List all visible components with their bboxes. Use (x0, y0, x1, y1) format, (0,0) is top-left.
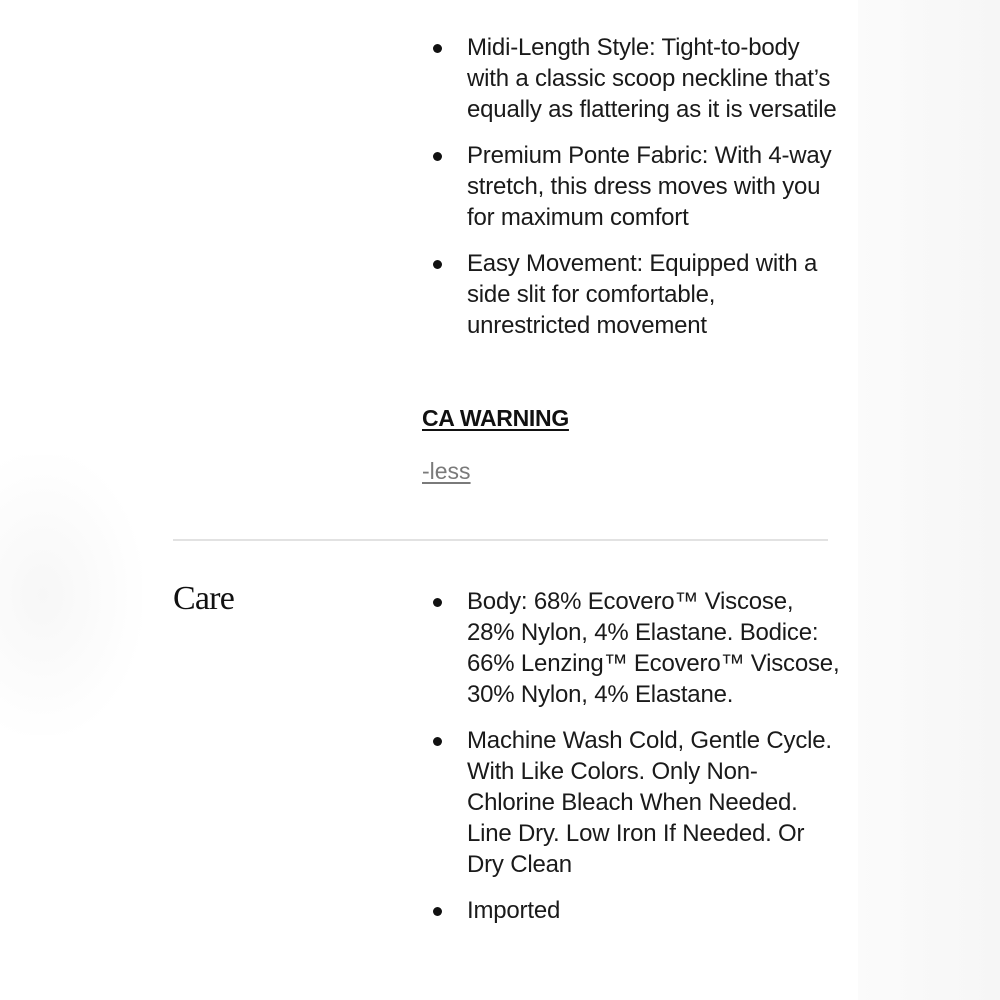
ca-warning-link[interactable]: CA WARNING (422, 405, 569, 431)
list-item (422, 32, 842, 125)
care-section-title: Care (173, 580, 234, 617)
list-item (422, 725, 842, 880)
care-text: Imported (467, 897, 561, 924)
feature-text: Premium Ponte Fabric: With 4-way stretch, this dress moves with you for maximum comfort (467, 142, 832, 231)
bullet-icon (433, 737, 442, 746)
bullet-icon (433, 44, 442, 53)
feature-text: Easy Movement: Equipped with a side slit for comfortable, unrestricted movement (467, 250, 818, 339)
care-text: Machine Wash Cold, Gentle Cycle. With Like Colors. Only Non-Chlorine Bleach When Needed. Line Dry. Low Iron If Needed. Or Dry Clean (467, 727, 832, 878)
section-divider (173, 539, 828, 541)
bullet-icon (433, 152, 442, 161)
feature-text: Midi-Length Style: Tight-to-body with a classic scoop neckline that’s equally as flattering as it is versatile (467, 34, 837, 123)
list-item (422, 895, 842, 926)
list-item (422, 140, 842, 233)
features-list (422, 32, 842, 356)
care-list (422, 586, 842, 941)
bullet-icon (433, 598, 442, 607)
care-text: Body: 68% Ecovero™ Viscose, 28% Nylon, 4% Elastane. Bodice: 66% Lenzing™ Ecovero™ Viscose, 30% Nylon, 4% Elastane. (467, 588, 840, 708)
list-item (422, 248, 842, 341)
show-less-link[interactable]: -less (422, 458, 471, 484)
bullet-icon (433, 260, 442, 269)
bullet-icon (433, 907, 442, 916)
list-item (422, 586, 842, 710)
